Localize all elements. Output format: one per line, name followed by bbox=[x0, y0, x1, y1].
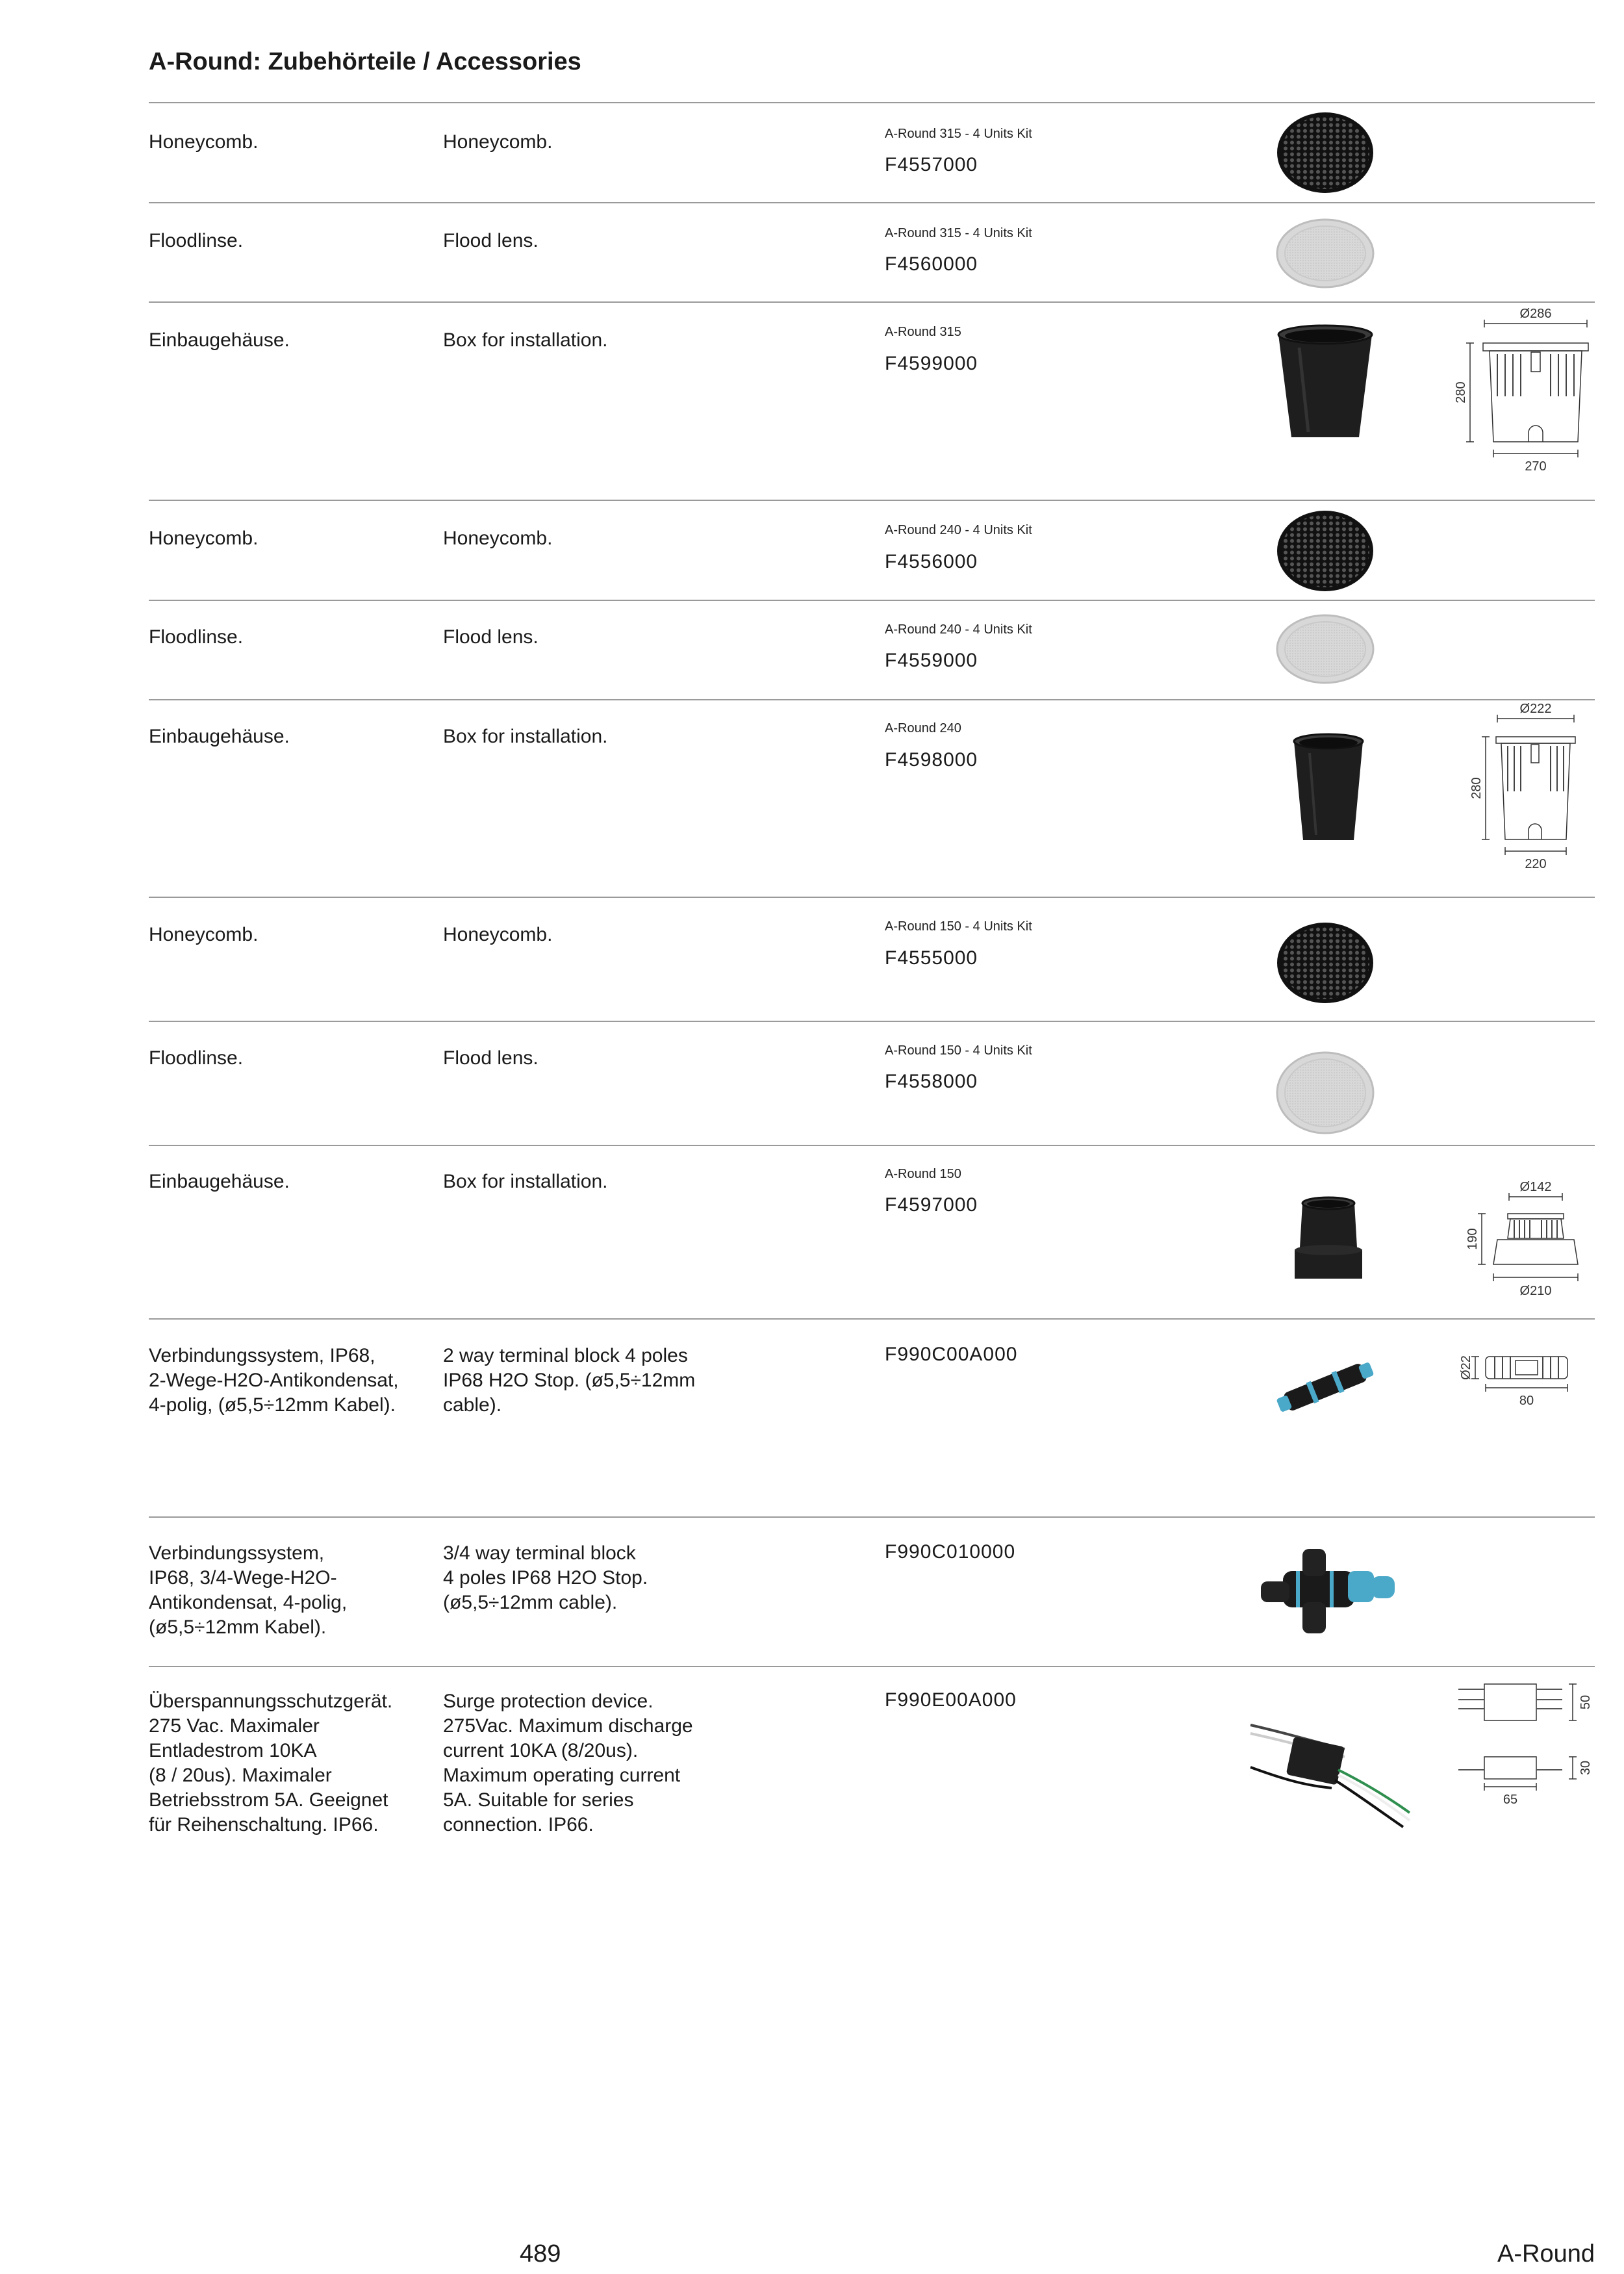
flood-lens-icon bbox=[1276, 218, 1375, 289]
divider bbox=[149, 897, 1595, 898]
product-code: F4597000 bbox=[885, 1194, 978, 1216]
product-code: F4559000 bbox=[885, 650, 978, 671]
dimension-top: Ø286 bbox=[1519, 307, 1552, 321]
kit-label: A-Round 150 - 4 Units Kit bbox=[885, 1043, 1032, 1058]
product-code: F4599000 bbox=[885, 353, 978, 374]
description-en: Flood lens. bbox=[443, 1047, 539, 1069]
dimension-side: 280 bbox=[1454, 381, 1468, 403]
dimension-bottom: 220 bbox=[1525, 857, 1547, 871]
dimension-depth: 30 bbox=[1579, 1760, 1593, 1776]
dimension-bottom: 80 bbox=[1519, 1394, 1534, 1408]
kit-label: A-Round 240 - 4 Units Kit bbox=[885, 622, 1032, 637]
divider bbox=[149, 202, 1595, 203]
dimension-drawing bbox=[1445, 305, 1601, 474]
product-code: F4555000 bbox=[885, 947, 978, 969]
description-de: Honeycomb. bbox=[149, 528, 259, 549]
dimension-top: Ø142 bbox=[1519, 1180, 1552, 1194]
dimension-side: Ø22 bbox=[1459, 1355, 1473, 1380]
dimension-drawing bbox=[1445, 1176, 1601, 1319]
dimension-height: 50 bbox=[1579, 1694, 1593, 1710]
installation-box-icon bbox=[1286, 731, 1371, 845]
description-en: Flood lens. bbox=[443, 230, 539, 251]
product-code: F4558000 bbox=[885, 1071, 978, 1092]
dimension-drawing bbox=[1445, 1668, 1601, 1808]
description-de: Verbindungssystem, IP68, 3/4-Wege-H2O- Antikondensat, 4-polig, (ø5,5÷12mm Kabel). bbox=[149, 1542, 348, 1638]
product-code: F4560000 bbox=[885, 253, 978, 275]
divider bbox=[149, 1021, 1595, 1022]
product-code: F990C010000 bbox=[885, 1541, 1016, 1563]
surge-protector-icon bbox=[1247, 1702, 1413, 1829]
description-de: Einbaugehäuse. bbox=[149, 329, 290, 351]
description-en: 2 way terminal block 4 poles IP68 H2O Stop. (ø5,5÷12mm cable). bbox=[443, 1345, 696, 1416]
terminal-block-2way-icon bbox=[1270, 1351, 1380, 1423]
dimension-side: 190 bbox=[1465, 1228, 1480, 1250]
section-name: A-Round bbox=[1497, 2240, 1595, 2268]
installation-box-icon bbox=[1273, 322, 1377, 445]
divider bbox=[149, 301, 1595, 303]
kit-label: A-Round 240 bbox=[885, 721, 961, 735]
kit-label: A-Round 150 - 4 Units Kit bbox=[885, 919, 1032, 934]
product-code: F990C00A000 bbox=[885, 1344, 1018, 1365]
description-de: Floodlinse. bbox=[149, 626, 244, 648]
flood-lens-icon bbox=[1276, 1051, 1375, 1135]
honeycomb-filter-icon bbox=[1276, 110, 1375, 195]
description-de: Honeycomb. bbox=[149, 924, 259, 945]
kit-label: A-Round 315 - 4 Units Kit bbox=[885, 127, 1032, 141]
divider bbox=[149, 102, 1595, 103]
description-en: Honeycomb. bbox=[443, 131, 553, 153]
terminal-block-3way-icon bbox=[1257, 1545, 1400, 1639]
honeycomb-filter-icon bbox=[1276, 509, 1375, 593]
page-number: 489 bbox=[520, 2240, 561, 2268]
dimension-drawing bbox=[1445, 700, 1601, 873]
description-de: Einbaugehäuse. bbox=[149, 726, 290, 747]
description-en: Flood lens. bbox=[443, 626, 539, 648]
product-code: F4556000 bbox=[885, 551, 978, 572]
product-code: F990E00A000 bbox=[885, 1689, 1017, 1711]
flood-lens-icon bbox=[1276, 613, 1375, 685]
page-title: A-Round: Zubehörteile / Accessories bbox=[149, 48, 581, 75]
divider bbox=[149, 1516, 1595, 1518]
description-en: Box for installation. bbox=[443, 1171, 608, 1192]
divider bbox=[149, 1145, 1595, 1146]
divider bbox=[149, 600, 1595, 601]
dimension-side: 280 bbox=[1469, 777, 1484, 799]
dimension-bottom: Ø210 bbox=[1519, 1284, 1552, 1298]
product-code: F4598000 bbox=[885, 749, 978, 771]
description-de: Floodlinse. bbox=[149, 1047, 244, 1069]
divider bbox=[149, 699, 1595, 700]
dimension-bottom: 270 bbox=[1525, 459, 1547, 474]
description-de: Honeycomb. bbox=[149, 131, 259, 153]
description-en: Honeycomb. bbox=[443, 528, 553, 549]
divider bbox=[149, 500, 1595, 501]
product-code: F4557000 bbox=[885, 154, 978, 175]
description-de: Floodlinse. bbox=[149, 230, 244, 251]
kit-label: A-Round 240 - 4 Units Kit bbox=[885, 523, 1032, 537]
kit-label: A-Round 315 bbox=[885, 325, 961, 339]
kit-label: A-Round 150 bbox=[885, 1167, 961, 1181]
description-de: Verbindungssystem, IP68, 2-Wege-H2O-Antikondensat, 4-polig, (ø5,5÷12mm Kabel). bbox=[149, 1345, 399, 1416]
description-de: Überspannungsschutzgerät. 275 Vac. Maximaler Entladestrom 10KA (8 / 20us). Maximaler Betriebsstrom 5A. Geeignet für Reihenschaltung. IP66. bbox=[149, 1691, 393, 1835]
description-en: Honeycomb. bbox=[443, 924, 553, 945]
description-en: 3/4 way terminal block 4 poles IP68 H2O Stop. (ø5,5÷12mm cable). bbox=[443, 1542, 648, 1613]
dimension-bottom: 65 bbox=[1503, 1793, 1518, 1807]
dimension-drawing bbox=[1445, 1338, 1601, 1416]
dimension-top: Ø222 bbox=[1519, 702, 1552, 716]
honeycomb-filter-icon bbox=[1276, 921, 1375, 1005]
description-en: Box for installation. bbox=[443, 329, 608, 351]
kit-label: A-Round 315 - 4 Units Kit bbox=[885, 226, 1032, 240]
divider bbox=[149, 1318, 1595, 1320]
description-de: Einbaugehäuse. bbox=[149, 1171, 290, 1192]
description-en: Surge protection device. 275Vac. Maximum discharge current 10KA (8/20us). Maximum operating current 5A. Suitable for series connection. IP66. bbox=[443, 1691, 693, 1835]
description-en: Box for installation. bbox=[443, 726, 608, 747]
installation-box-icon bbox=[1289, 1195, 1367, 1283]
divider bbox=[149, 1666, 1595, 1667]
